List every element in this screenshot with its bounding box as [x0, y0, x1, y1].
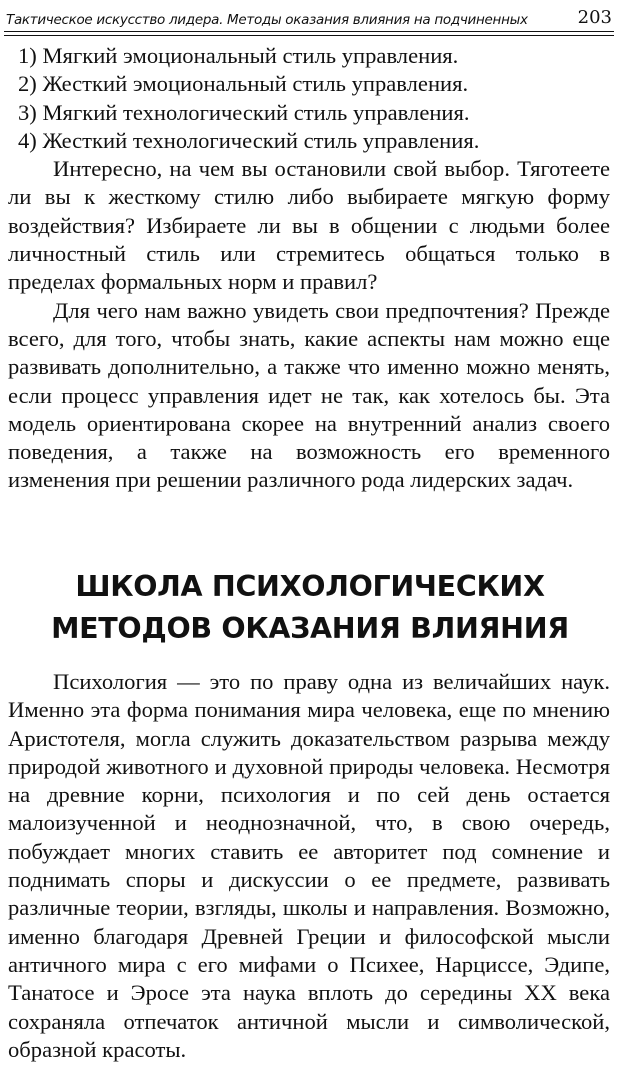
section-heading-line: МЕТОДОВ ОКАЗАНИЯ ВЛИЯНИЯ: [51, 612, 569, 645]
list-item: 4) Жесткий технологический стиль управления.: [18, 127, 480, 153]
paragraph: Интересно, на чем вы остановили свой выбор. Тяготеете ли вы к жесткому стилю либо выбираете мягкую форму воздействия? Избираете ли вы в общении с людьми более личностный стиль или стремитесь общаться только в пределах формальных норм и правил?: [8, 156, 610, 295]
section-text: [8, 668, 610, 1064]
paragraph: Психология — это по праву одна из величайших наук. Именно эта форма понимания мира человека, еще по мнению Аристотеля, могла служить доказательством разрыва между природой животного и духовной природы человека. Несмотря на древние корни, психология и по сей день остается малоизученной и неоднозначной, что, в свою очередь, побуждает многих ставить ее авторитет под сомнение и поднимать споры и дискуссии о ее предмете, развивать различные теории, взгляды, школы и направления. Возможно, именно благодаря Древней Греции и философской мысли античного мира с его мифами о Психее, Нарциссе, Эдипе, Танатосе и Эросе эта наука вплоть до середины XX века сохраняла отпечаток античной мысли и символической, образной красоты.: [8, 669, 610, 1062]
section-heading: [0, 566, 620, 650]
main-text: [8, 42, 610, 495]
list-item: 1) Мягкий эмоциональный стиль управления.: [18, 43, 459, 68]
running-title: Тактическое искусство лидера. Методы оказания влияния на подчиненных: [6, 12, 528, 28]
header-rule: [4, 31, 614, 36]
section-heading-line: ШКОЛА ПСИХОЛОГИЧЕСКИХ: [75, 570, 545, 603]
paragraph: Для чего нам важно увидеть свои предпочтения? Прежде всего, для того, чтобы знать, какие аспекты нам можно еще развивать дополнительно, а также что именно можно менять, если процесс управления идет не так, как хотелось бы. Эта модель ориентирована скорее на внутренний анализ своего поведения, а также на возможность его временного изменения при решении различного рода лидерских задач.: [8, 297, 610, 493]
list-item: 2) Жесткий эмоциональный стиль управления.: [18, 71, 469, 97]
list-item: 3) Мягкий технологический стиль управления.: [18, 99, 470, 125]
page-number: 203: [577, 7, 612, 28]
running-head: [6, 2, 612, 28]
